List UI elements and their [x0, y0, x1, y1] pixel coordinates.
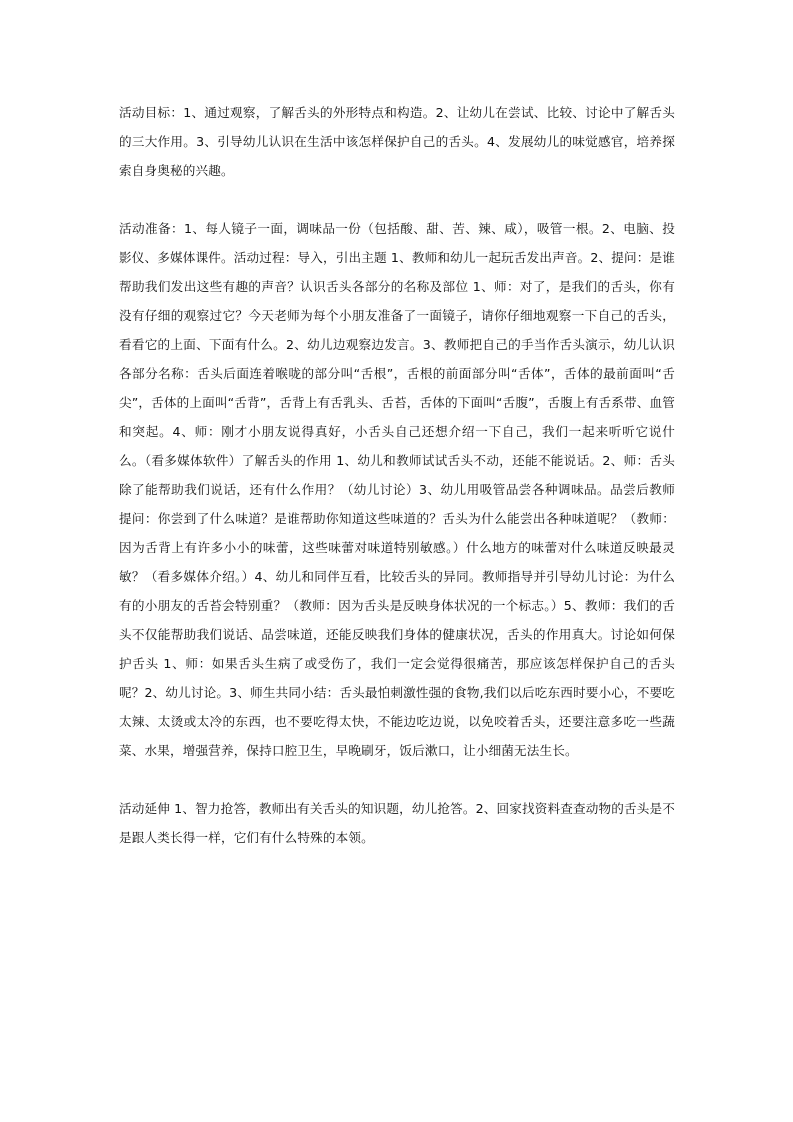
document-page [119, 98, 675, 852]
activity-goals-paragraph: 活动目标：1、通过观察，了解舌头的外形特点和构造。2、让幼儿在尝试、比较、讨论中了解舌头的三大作用。3、引导幼儿认识在生活中该怎样保护自己的舌头。4、发展幼儿的味觉感官，培养探索自身奥秘的兴趣。 [119, 105, 675, 178]
activity-extension-paragraph: 活动延伸 1、智力抢答，教师出有关舌头的知识题，幼儿抢答。2、回家找资料查查动物的舌头是不是跟人类长得一样，它们有什么特殊的本领。 [119, 801, 675, 845]
activity-preparation-process-paragraph: 活动准备：1、每人镜子一面，调味品一份（包括酸、甜、苦、辣、咸），吸管一根。2、电脑、投影仪、多媒体课件。活动过程：导入，引出主题 1、教师和幼儿一起玩舌发出声音。2、提问：是谁帮助我们发出这些有趣的声音？认识舌头各部分的名称及部位 1、师：对了，是我们的舌头，你有没有仔细的观察过它？今天老师为每个小朋友准备了一面镜子，请你仔细地观察一下自己的舌头，看看它的上面、下面有什么。2、幼儿边观察边发言。3、教师把自己的手当作舌头演示，幼儿认识各部分名称：舌头后面连着喉咙的部分叫“舌根”，舌根的前面部分叫“舌体”，舌体的最前面叫“舌尖”，舌体的上面叫“舌背”，舌背上有舌乳头、舌苔，舌体的下面叫“舌腹”，舌腹上有舌系带、血管和突起。4、师：刚才小朋友说得真好，小舌头自己还想介绍一下自己，我们一起来听听它说什么。（看多媒体软件）了解舌头的作用 1、幼儿和教师试试舌头不动，还能不能说话。2、师：舌头除了能帮助我们说话，还有什么作用？（幼儿讨论）3、幼儿用吸管品尝各种调味品。品尝后教师提问：你尝到了什么味道？是谁帮助你知道这些味道的？舌头为什么能尝出各种味道呢？（教师：因为舌背上有许多小小的味蕾，这些味蕾对味道特别敏感。）什么地方的味蕾对什么味道反映最灵敏？（看多媒体介绍。）4、幼儿和同伴互看，比较舌头的异同。教师指导并引导幼儿讨论：为什么有的小朋友的舌苔会特别重？（教师：因为舌头是反映身体状况的一个标志。）5、教师：我们的舌头不仅能帮助我们说话、品尝味道，还能反映我们身体的健康状况，舌头的作用真大。讨论如何保护舌头 1、师：如果舌头生病了或受伤了，我们一定会觉得很痛苦，那应该怎样保护自己的舌头呢？2、幼儿讨论。3、师生共同小结：舌头最怕刺激性强的食物,我们以后吃东西时要小心，不要吃太辣、太烫或太冷的东西，也不要吃得太快，不能边吃边说，以免咬着舌头，还要注意多吃一些蔬菜、水果，增强营养，保持口腔卫生，早晚刷牙，饭后漱口，让小细菌无法生长。 [119, 221, 675, 758]
